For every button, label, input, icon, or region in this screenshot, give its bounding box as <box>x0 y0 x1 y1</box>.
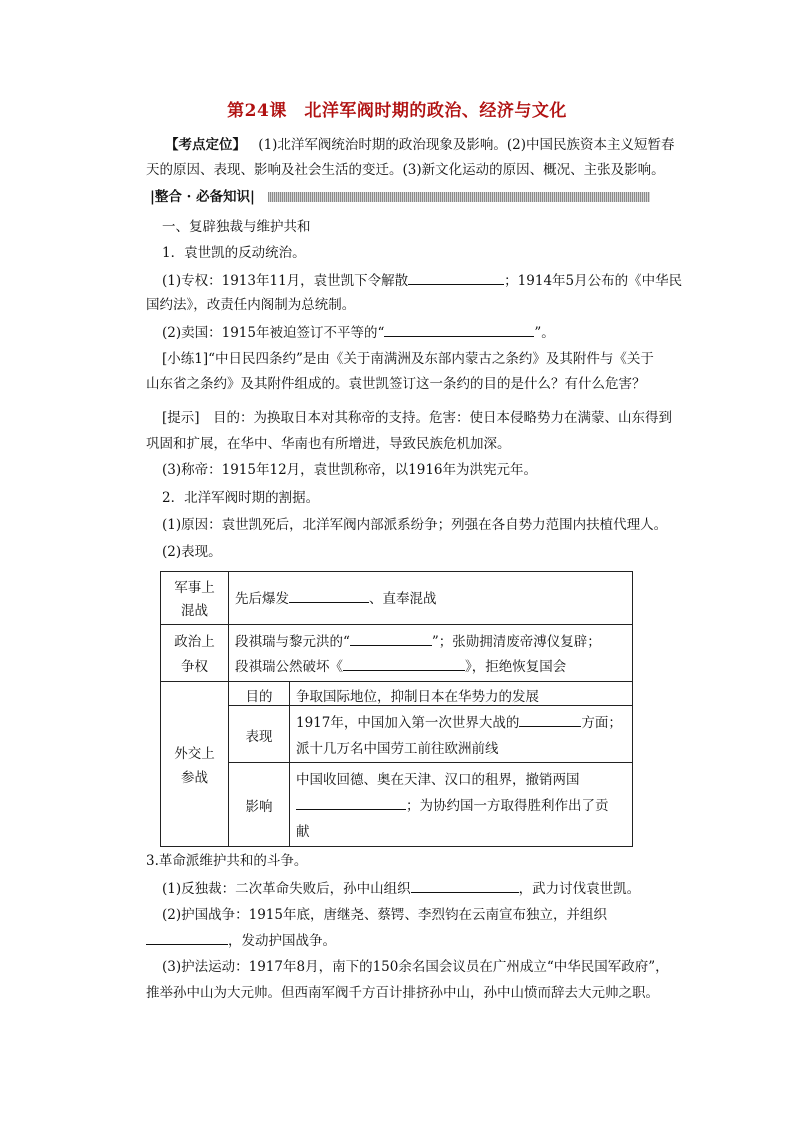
text: (2)卖国：1915年被迫签订不平等的“ <box>162 325 385 341</box>
row-label-diplomatic <box>160 681 229 847</box>
text: ，武力讨伐袁世凯。 <box>518 881 641 897</box>
paragraph-emperor: (3)称帝：1915年12月，袁世凯称帝，以1916年为洪宪元年。 <box>162 462 538 478</box>
subheading-3: 3.革命派维护共和的斗争。 <box>146 853 308 869</box>
paragraph-constitution-protection: (3)护法运动：1917年8月，南下的150余名国会议员在广州成立“中华民国军政府”， <box>162 959 669 975</box>
sub-label-performance <box>228 705 290 763</box>
section-banner <box>150 188 650 206</box>
text: 段祺瑞公然破坏《 <box>235 659 343 675</box>
practice-line-1: [小练1]“中日民四条约”是由《关于南满洲及东部内蒙古之条约》及其附件与《关于 <box>162 351 654 367</box>
label: 影响 <box>245 799 273 815</box>
intro-text-1: (1)北洋军阀统治时期的政治现象及影响。(2)中国民族资本主义短暂春 <box>258 137 675 153</box>
cell-text <box>235 630 601 650</box>
lesson-title: 第24课 北洋军阀时期的政治、经济与文化 <box>227 101 567 121</box>
fill-blank[interactable] <box>408 271 504 285</box>
hint-line-1: [提示] 目的：为换取日本对其称帝的支持。危害：使日本侵略势力在满蒙、山东得到 <box>162 410 673 426</box>
paragraph-autocracy-cont: 国约法》，改责任内阁制为总统制。 <box>146 297 356 313</box>
hint-line-2: 巩固和扩展，在华中、华南也有所增进，导致民族危机加深。 <box>146 436 511 452</box>
paragraph-anti-dictatorship <box>162 879 640 898</box>
row-label-political <box>160 624 229 682</box>
row-label-military <box>160 571 229 625</box>
cell-text <box>296 794 609 814</box>
warlord-table <box>160 571 633 847</box>
text: 、直奉混战 <box>369 591 437 607</box>
intro-line-1 <box>165 136 675 154</box>
paragraph-autocracy <box>162 271 682 290</box>
text: ；为协约国一方取得胜利作出了贡 <box>406 798 609 814</box>
intro-label: 【考点定位】 <box>165 137 246 153</box>
paragraph-national-protection-cont <box>146 931 336 950</box>
label: 目的 <box>245 689 273 705</box>
cell-text: 派十几万名中国劳工前往欧洲前线 <box>296 741 499 757</box>
cell-text <box>296 711 622 731</box>
fill-blank[interactable] <box>411 879 519 893</box>
text: 1917年，中国加入第一次世界大战的 <box>296 715 520 731</box>
label: 政治上 <box>174 634 215 650</box>
fill-blank[interactable] <box>384 323 534 337</box>
text: (1)专权：1913年11月，袁世凯下令解散 <box>162 273 409 289</box>
paragraph-performance: (2)表现。 <box>162 544 222 560</box>
banner-label: |整合 · 必备知识| <box>150 188 259 206</box>
cell-purpose <box>289 681 633 706</box>
paragraph-reason: (1)原因：袁世凯死后，北洋军阀内部派系纷争；列强在各自势力范围内扶植代理人。 <box>162 517 668 533</box>
fill-blank[interactable] <box>519 713 581 727</box>
banner-bar <box>268 192 650 202</box>
text: ”；张勋拥清废帝溥仪复辟； <box>431 634 601 650</box>
paragraph-treason <box>162 323 555 342</box>
label: 混战 <box>181 603 208 619</box>
cell-text: 中国收回德、奥在天津、汉口的租界，撤销两国 <box>296 772 580 788</box>
fill-blank[interactable] <box>146 931 228 945</box>
intro-line-2: 天的原因、表现、影响及社会生活的变迁。(3)新文化运动的原因、概况、主张及影响。 <box>146 162 665 178</box>
text: ；1914年5月公布的《中华民 <box>504 273 683 289</box>
section-heading-1: 一、复辟独裁与维护共和 <box>162 219 311 235</box>
text: ”。 <box>534 325 555 341</box>
cell-text <box>235 655 566 675</box>
text: (1)反独裁：二次革命失败后，孙中山组织 <box>162 881 411 897</box>
label: 军事上 <box>174 580 215 596</box>
cell-impact <box>289 762 633 847</box>
text: 先后爆发 <box>235 591 289 607</box>
sub-label-impact <box>228 762 290 847</box>
fill-blank[interactable] <box>296 796 406 810</box>
subheading-1: 1．袁世凯的反动统治。 <box>162 245 306 261</box>
cell-text: 献 <box>296 824 310 840</box>
paragraph-constitution-protection-cont: 推举孙中山为大元帅。但西南军阀千方百计排挤孙中山，孙中山愤而辞去大元帅之职。 <box>146 985 659 1001</box>
text: 》，拒绝恢复国会 <box>465 659 567 675</box>
paragraph-national-protection: (2)护国战争：1915年底，唐继尧、蔡锷、李烈钧在云南宣布独立，并组织 <box>162 907 607 923</box>
sub-label-purpose <box>228 681 290 706</box>
fill-blank[interactable] <box>350 632 432 646</box>
text: 方面； <box>581 715 622 731</box>
label: 外交上 <box>174 746 215 762</box>
cell-text <box>235 587 437 607</box>
text: ，发动护国战争。 <box>228 933 336 949</box>
text: 段祺瑞与黎元洪的“ <box>235 634 350 650</box>
fill-blank[interactable] <box>289 589 369 603</box>
subheading-2: 2．北洋军阀时期的割据。 <box>162 490 320 506</box>
cell-military <box>228 571 633 625</box>
cell-performance <box>289 705 633 763</box>
practice-line-2: 山东省之条约》及其附件组成的。袁世凯签订这一条约的目的是什么？有什么危害？ <box>146 376 646 392</box>
label: 争权 <box>181 659 208 675</box>
cell-political <box>228 624 633 682</box>
label: 表现 <box>245 729 273 745</box>
fill-blank[interactable] <box>343 657 465 671</box>
label: 参战 <box>181 770 208 786</box>
cell-text: 争取国际地位，抑制日本在华势力的发展 <box>296 689 539 705</box>
